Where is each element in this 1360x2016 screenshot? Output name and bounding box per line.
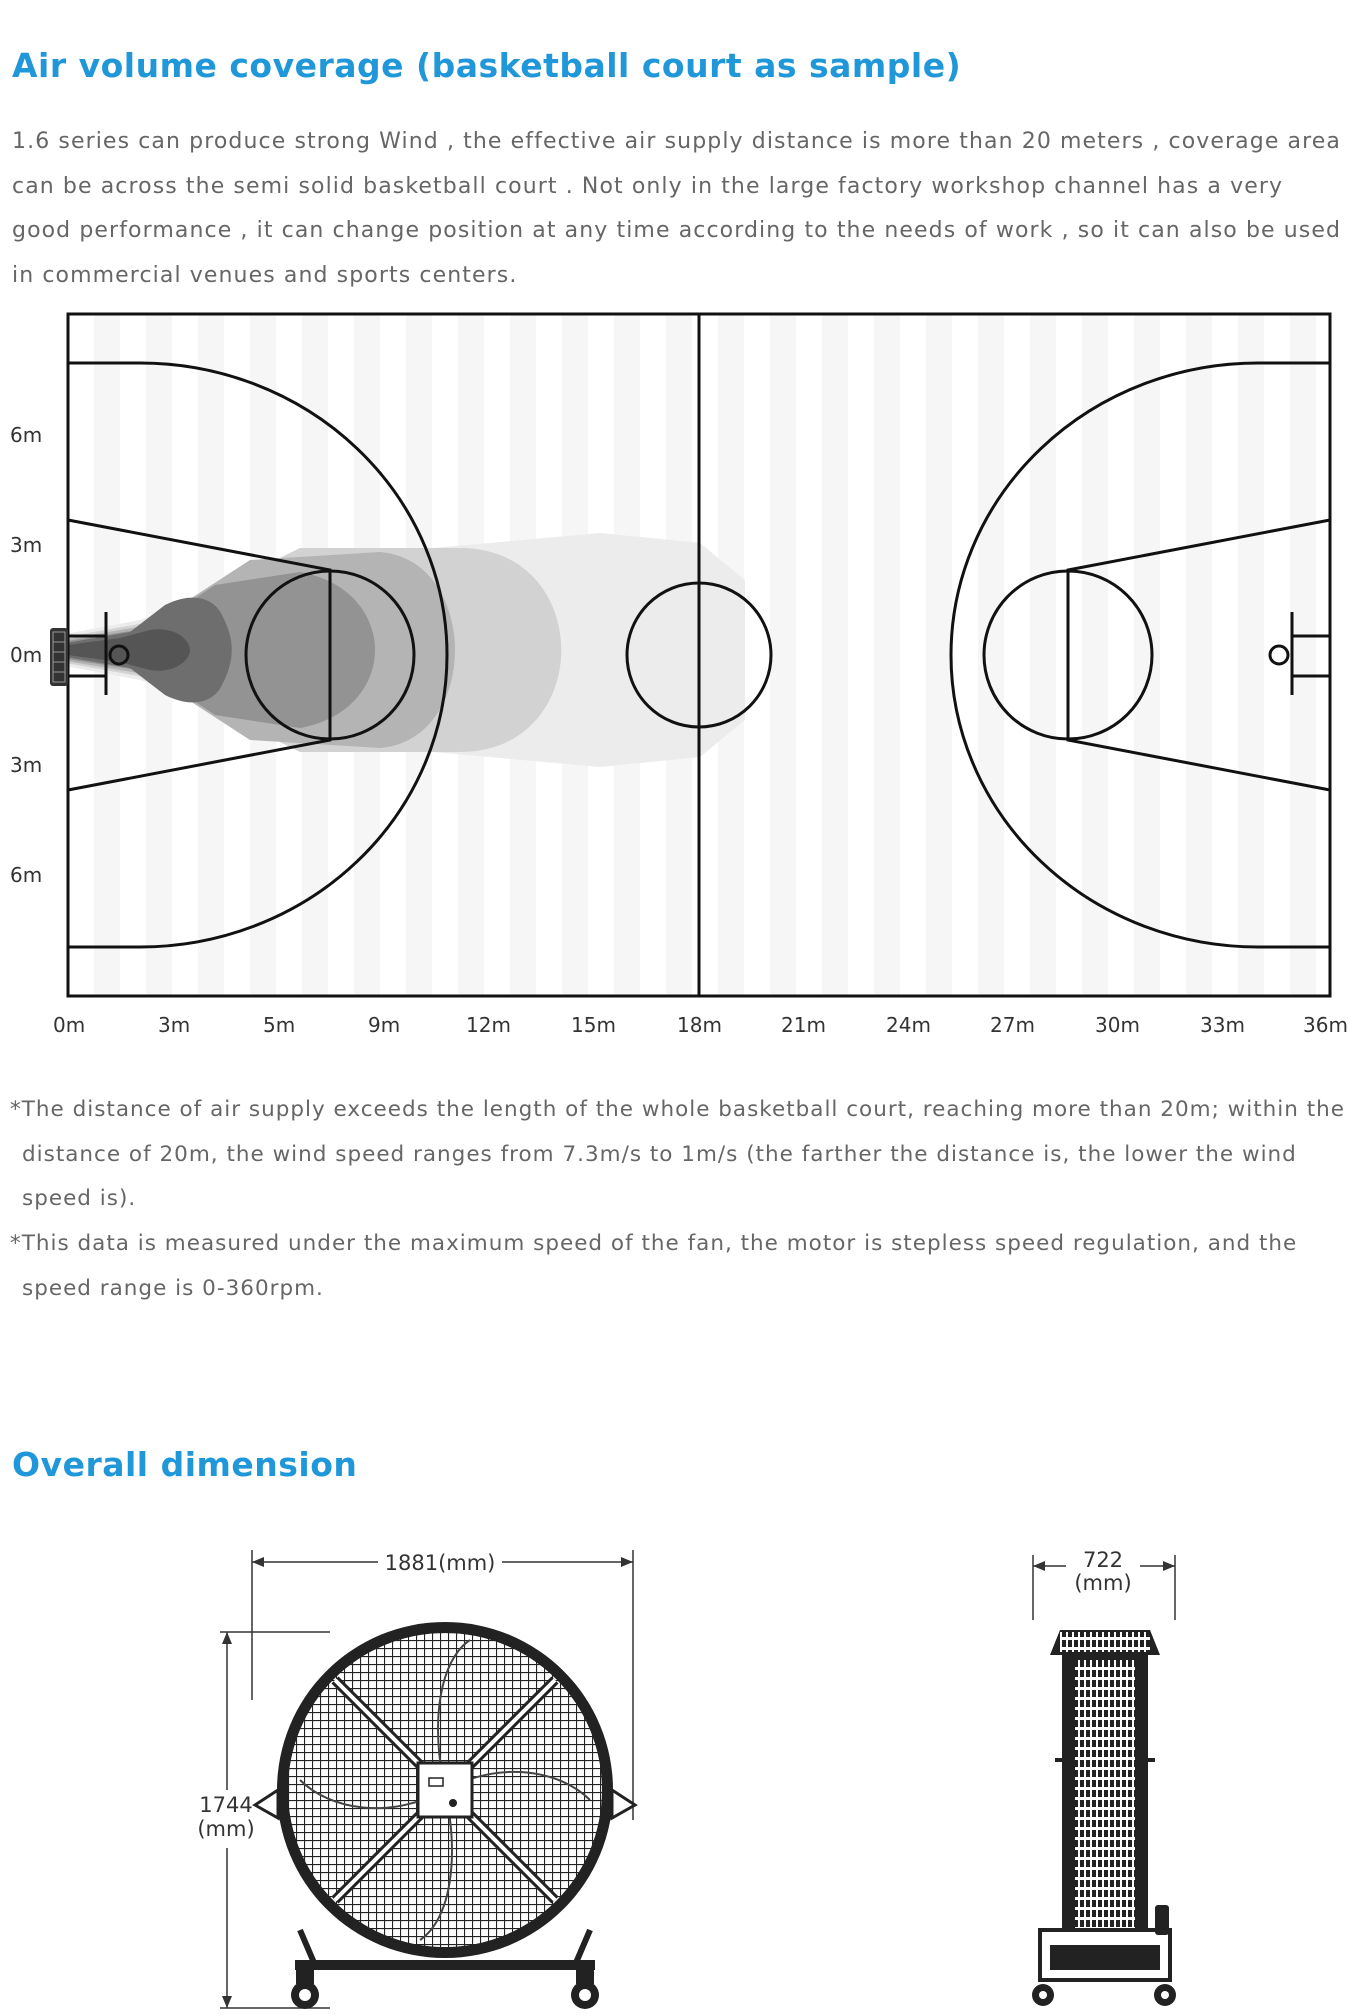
x-tick-label: 27m — [990, 1013, 1035, 1037]
x-tick-label: 5m — [263, 1013, 296, 1037]
coverage-note-speed: *This data is measured under the maximum speed of the fan, the motor is stepless speed regulation, and the speed range is 0-360rpm. — [10, 1231, 1298, 1301]
x-tick-label: 33m — [1200, 1013, 1245, 1037]
y-tick-label: 3m — [10, 533, 43, 557]
coverage-intro: 1.6 series can produce strong Wind , the effective air supply distance is more than 20 meters , coverage area can be across the semi solid basketball court . Not only in the large factory workshop channel has a very good performance , it can change position at any time according to the needs of work , so it can also be used in commercial venues and sports centers. — [12, 129, 1342, 288]
width-unit: (mm) — [438, 1551, 496, 1575]
svg-text:1881(mm) — [385, 1551, 496, 1575]
x-tick-label: 12m — [466, 1013, 511, 1037]
x-tick-label: 0m — [53, 1013, 86, 1037]
width-value: 1881 — [384, 1551, 439, 1575]
fan-side-view — [1032, 1630, 1176, 2006]
y-tick-label: 0m — [10, 643, 43, 667]
y-tick-label: 6m — [10, 423, 43, 447]
x-tick-label: 9m — [368, 1013, 401, 1037]
depth-value: 722 — [1082, 1548, 1124, 1572]
coverage-note-distance: *The distance of air supply exceeds the length of the whole basketball court, reaching more than 20m; within the distance of 20m, the wind speed ranges from 7.3m/s to 1m/s (the farther the distance is, the lower the wind speed is). — [10, 1097, 1345, 1211]
x-tick-label: 24m — [886, 1013, 931, 1037]
fan-front-view — [255, 1622, 635, 2009]
dimension-title: Overall dimension — [12, 1445, 358, 1484]
x-tick-label: 15m — [571, 1013, 616, 1037]
x-tick-label: 18m — [677, 1013, 722, 1037]
coverage-title: Air volume coverage (basketball court as sample) — [12, 46, 962, 85]
height-value: 1744 — [199, 1793, 253, 1817]
x-tick-label: 36m — [1303, 1013, 1348, 1037]
height-unit: (mm) — [197, 1817, 255, 1841]
x-tick-label: 3m — [158, 1013, 191, 1037]
y-tick-label: 6m — [10, 863, 43, 887]
x-tick-label: 21m — [781, 1013, 826, 1037]
x-tick-label: 30m — [1095, 1013, 1140, 1037]
y-tick-label: 3m — [10, 753, 43, 777]
depth-unit: (mm) — [1074, 1571, 1132, 1595]
